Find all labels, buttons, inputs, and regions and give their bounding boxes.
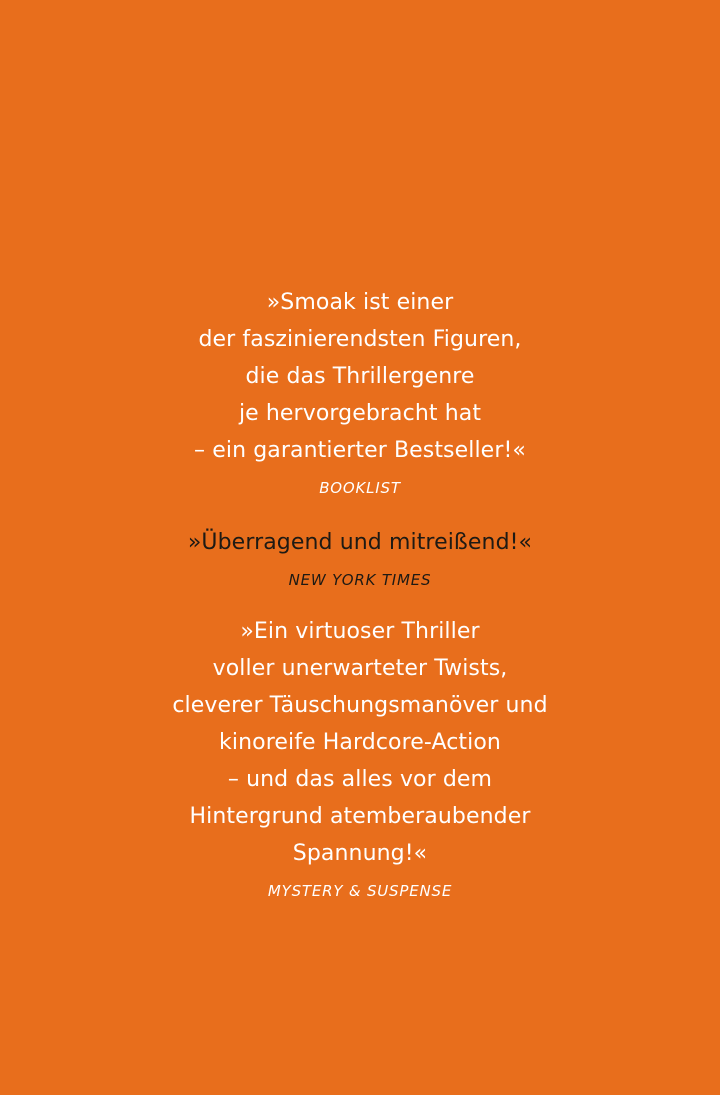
quote-line: die das Thrillergenre	[245, 364, 475, 389]
quote-line: »Smoak ist einer	[266, 290, 454, 315]
quote-line: Hintergrund atemberaubender	[189, 804, 531, 829]
quote-source: MYSTERY & SUSPENSE	[267, 882, 453, 900]
quote-line: voller unerwarteter Twists,	[212, 656, 508, 681]
quote-line: »Ein virtuoser Thriller	[240, 619, 480, 644]
quote-line: – ein garantierter Bestseller!«	[194, 438, 526, 463]
quote-new-york-times	[0, 524, 720, 590]
quote-line: cleverer Täuschungsmanöver und	[172, 693, 548, 718]
quote-booklist	[0, 284, 720, 498]
quote-line: – und das alles vor dem	[227, 767, 493, 792]
quote-line: kinoreife Hardcore-Action	[219, 730, 501, 755]
quote-line: je hervorgebracht hat	[238, 401, 482, 426]
quote-line: Spannung!«	[292, 841, 428, 866]
quote-mystery-suspense	[0, 613, 720, 901]
quote-source: BOOKLIST	[319, 479, 401, 497]
quote-source: NEW YORK TIMES	[288, 571, 432, 589]
quote-line: der faszinierendsten Figuren,	[198, 327, 522, 352]
quote-line: »Überragend und mitreißend!«	[187, 530, 533, 555]
